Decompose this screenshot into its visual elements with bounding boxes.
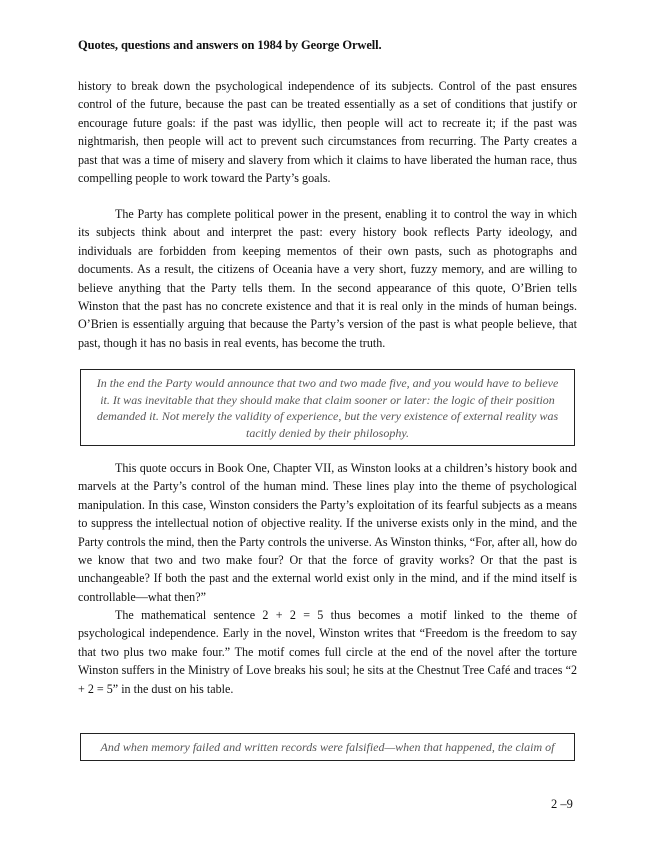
paragraph-motif: The mathematical sentence 2 + 2 = 5 thus becomes a motif linked to the theme of psychological independence. Early in the novel, Winston writes that “Freedom is the freedom to say that two plus two make four.” The motif comes full circle at the end of the novel after the torture Winston suffers in the Ministry of Love breaks his soul; he sits at the Chestnut Tree Café and traces “2 + 2 = 5” in the dust on his table. bbox=[78, 608, 577, 696]
quote-box-memory-failed bbox=[80, 733, 575, 761]
quote-text: And when memory failed and written records were falsified—when that happened, the claim of bbox=[100, 740, 555, 754]
paragraph-party-power: The Party has complete political power in the present, enabling it to control the way in which its subjects think about and interpret the past: every history book reflects Party ideology, and individuals are forbidden from keeping mementos of their own pasts, such as photographs and documents. As a result, the citizens of Oceania have a very short, fuzzy memory, and are willing to believe anything that the Party tells them. In the second appearance of this quote, O’Brien tells Winston that the past has no concrete existence and that it is real only in the minds of human beings. O’Brien is essentially arguing that because the Party’s version of the past is what people believe, that past, though it has no basis in real events, has become the truth. bbox=[78, 207, 577, 350]
paragraph-continuation: history to break down the psychological independence of its subjects. Control of the past ensures control of the future, because the past can be treated essentially as a set of conditions that justify or encourage future goals: if the past was idyllic, then people will act to recreate it; if the past was nightmarish, then people will act to prevent such circumstances from recurring. The Party creates a past that was a time of misery and slavery from which it claims to have liberated the human race, thus compelling people to work toward the Party’s goals. bbox=[78, 79, 577, 186]
quote-text: In the end the Party would announce that two and two made five, and you would have to believe it. It was inevitable that they should make that claim sooner or later: the logic of their position demanded it. Not merely the validity of experience, but the very existence of external reality was tacitly denied by their philosophy. bbox=[96, 376, 559, 440]
document-title: Quotes, questions and answers on 1984 by George Orwell. bbox=[78, 38, 382, 52]
page-number: 2 –9 bbox=[551, 797, 573, 811]
quote-box-two-plus-two bbox=[80, 369, 575, 446]
paragraph-book-one-chapter-seven: This quote occurs in Book One, Chapter VII, as Winston looks at a children’s history book and marvels at the Party’s control of the human mind. These lines play into the theme of psychological manipulation. In this case, Winston considers the Party’s exploitation of its fearful subjects as a means to suppress the intellectual notion of objective reality. If the universe exists only in the mind, and the Party controls the mind, then the Party controls the universe. As Winston thinks, “For, after all, how do we know that two and two make four? Or that the force of gravity works? Or that the past is unchangeable? If both the past and the external world exist only in the mind, and if the mind itself is controllable—what then?” bbox=[78, 461, 577, 604]
